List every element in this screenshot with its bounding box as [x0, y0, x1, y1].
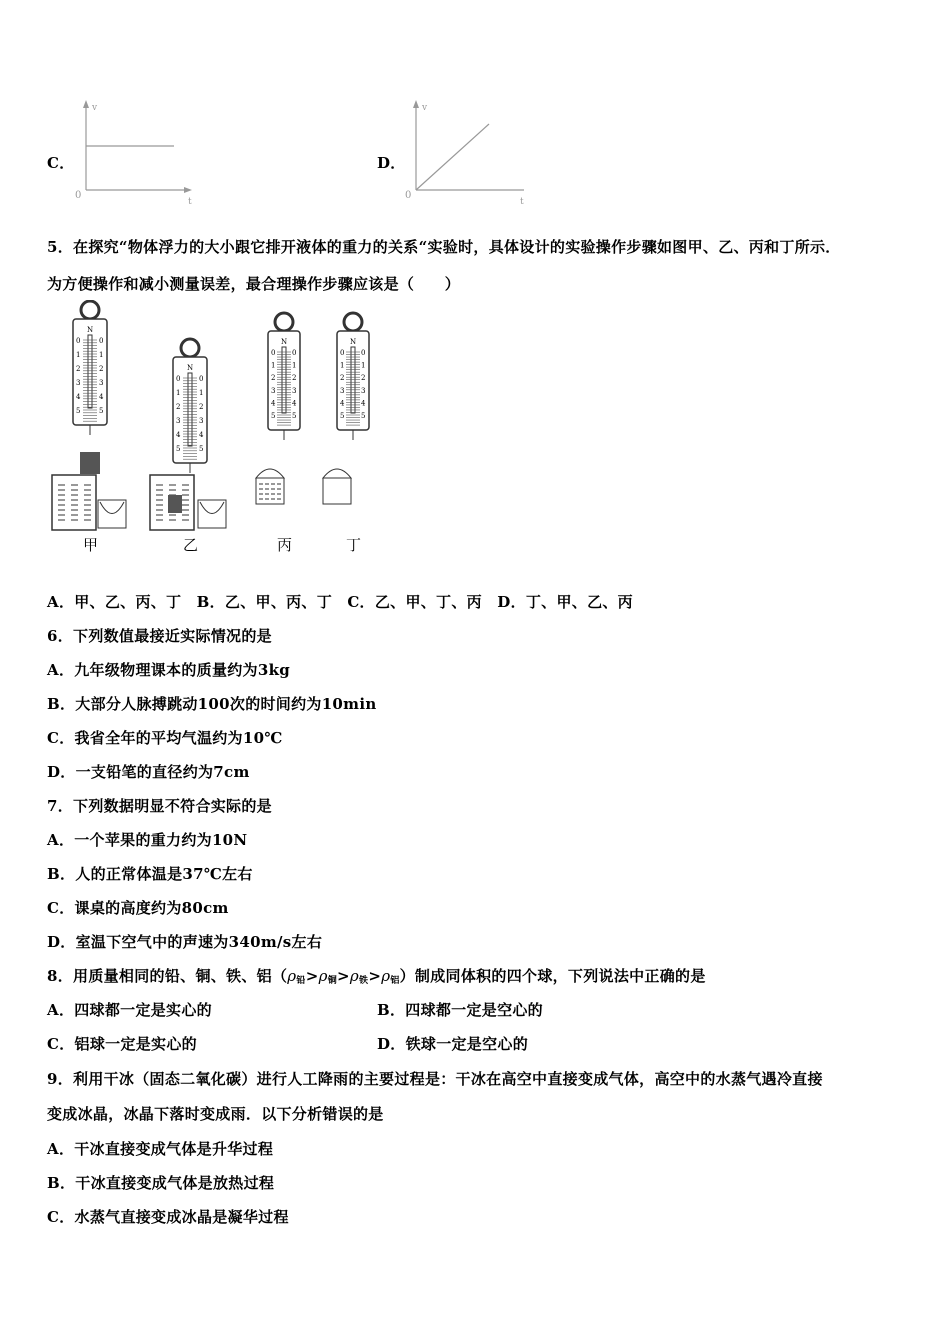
figure-label: 乙 — [183, 536, 199, 554]
q9-option-b: B．干冰直接变成气体是放热过程 — [47, 1174, 275, 1192]
svg-text:0: 0 — [340, 349, 345, 357]
svg-text:0: 0 — [199, 375, 204, 383]
svg-text:1: 1 — [292, 361, 297, 370]
svg-text:4: 4 — [361, 399, 366, 408]
gt: > — [368, 967, 382, 985]
axis-y-label: v — [92, 103, 98, 113]
svg-text:4: 4 — [199, 431, 204, 439]
unit-label: N — [281, 338, 288, 346]
figure-label: 甲 — [83, 536, 99, 554]
q7-option-c: C．课桌的高度约为80cm — [47, 899, 229, 917]
figure-label: 丁 — [346, 536, 362, 554]
q9-stem-line1: 9．利用干冰（固态二氧化碳）进行人工降雨的主要过程是：干冰在高空中直接变成气体，高空中的水蒸气遇冷直接 — [47, 1070, 823, 1088]
rho: ρ — [349, 967, 359, 985]
gt: > — [305, 967, 319, 985]
svg-text:2: 2 — [199, 403, 204, 411]
q7-stem: 7．下列数据明显不符合实际的是 — [47, 797, 272, 815]
svg-text:0: 0 — [99, 337, 104, 345]
spring-scale — [268, 313, 300, 554]
svg-text:3: 3 — [361, 386, 366, 395]
svg-text:0: 0 — [76, 337, 81, 345]
svg-text:3: 3 — [99, 379, 104, 387]
q9-option-a: A．干冰直接变成气体是升华过程 — [47, 1140, 274, 1158]
svg-text:5: 5 — [361, 412, 366, 420]
rho: ρ — [381, 967, 391, 985]
svg-text:4: 4 — [340, 399, 345, 408]
unit-label: N — [87, 326, 94, 334]
svg-text:5: 5 — [340, 412, 345, 420]
q8-option-a: A．四球都一定是实心的 — [47, 1001, 212, 1019]
q6-option-a: A．九年级物理课本的质量约为3kg — [47, 661, 291, 679]
svg-text:3: 3 — [76, 379, 81, 387]
svg-text:5: 5 — [271, 412, 276, 420]
q4-option-c-label: C． — [47, 154, 75, 172]
unit-label: N — [350, 338, 357, 346]
svg-text:1: 1 — [76, 351, 81, 359]
q6-option-d: D．一支铅笔的直径约为7cm — [47, 763, 250, 781]
q8-option-c: C．铝球一定是实心的 — [47, 1035, 197, 1053]
q7-option-d: D．室温下空气中的声速为340m/s左右 — [47, 933, 323, 951]
svg-text:3: 3 — [271, 386, 276, 395]
origin-label: 0 — [75, 190, 82, 201]
graph-c — [70, 98, 200, 208]
origin-label: 0 — [405, 190, 412, 201]
svg-text:2: 2 — [292, 374, 297, 383]
q8-stem-post: ）制成同体积的四个球，下列说法中正确的是 — [399, 967, 706, 985]
axis-x-label: t — [188, 197, 192, 207]
q8-stem — [47, 965, 706, 986]
spring-scale-figure — [40, 300, 370, 560]
svg-text:0: 0 — [292, 349, 297, 357]
unit-label: N — [187, 364, 194, 372]
graph-d — [400, 98, 530, 208]
svg-text:4: 4 — [176, 431, 181, 439]
svg-text:4: 4 — [76, 393, 81, 401]
svg-text:5: 5 — [176, 445, 181, 453]
q6-stem: 6．下列数值最接近实际情况的是 — [47, 627, 272, 645]
svg-text:3: 3 — [292, 386, 297, 395]
q5-stem-line1: 5．在探究“物体浮力的大小跟它排开液体的重力的关系“实验时，具体设计的实验操作步骤如图甲、乙、丙和丁所示． — [47, 238, 841, 256]
svg-text:2: 2 — [76, 365, 81, 373]
sub-aluminum: 铝 — [390, 976, 400, 986]
svg-text:4: 4 — [292, 399, 297, 408]
svg-text:2: 2 — [340, 374, 345, 383]
q7-option-b: B．人的正常体温是37℃左右 — [47, 865, 253, 883]
svg-text:3: 3 — [340, 386, 345, 395]
svg-text:1: 1 — [176, 389, 181, 397]
svg-text:1: 1 — [271, 361, 276, 370]
figure-label: 丙 — [277, 536, 293, 554]
svg-text:2: 2 — [361, 374, 366, 383]
rho: ρ — [318, 967, 328, 985]
svg-text:1: 1 — [340, 361, 345, 370]
svg-text:0: 0 — [271, 349, 276, 357]
q9-option-c: C．水蒸气直接变成冰晶是凝华过程 — [47, 1208, 289, 1226]
q4-option-d-label: D． — [377, 154, 406, 172]
q9-stem-line2: 变成冰晶，冰晶下落时变成雨．以下分析错误的是 — [47, 1105, 384, 1123]
q8-stem-pre: 8．用质量相同的铅、铜、铁、铝（ — [47, 967, 288, 985]
svg-text:5: 5 — [199, 445, 204, 453]
axis-x-label: t — [520, 197, 524, 207]
svg-text:3: 3 — [199, 417, 204, 425]
spring-scale — [337, 313, 369, 554]
rho: ρ — [287, 967, 297, 985]
sub-copper: 铜 — [327, 976, 337, 986]
q6-option-c: C．我省全年的平均气温约为10℃ — [47, 729, 283, 747]
svg-text:5: 5 — [76, 407, 81, 415]
q6-option-b: B．大部分人脉搏跳动100次的时间约为10min — [47, 695, 377, 713]
svg-text:4: 4 — [271, 399, 276, 408]
svg-text:5: 5 — [292, 412, 297, 420]
q5-stem-line2: 为方便操作和减小测量误差，最合理操作步骤应该是（ ） — [47, 275, 461, 293]
svg-text:2: 2 — [176, 403, 181, 411]
svg-text:1: 1 — [199, 389, 204, 397]
svg-text:3: 3 — [176, 417, 181, 425]
axis-y-label: v — [422, 103, 428, 113]
gt: > — [337, 967, 350, 985]
q8-option-d: D．铁球一定是空心的 — [377, 1035, 529, 1053]
svg-text:0: 0 — [176, 375, 181, 383]
svg-text:1: 1 — [361, 361, 366, 370]
svg-text:2: 2 — [99, 365, 104, 373]
q5-options: A．甲、乙、丙、丁 B．乙、甲、丙、丁 C．乙、甲、丁、丙 D．丁、甲、乙、丙 — [47, 593, 633, 611]
q7-option-a: A．一个苹果的重力约为10N — [47, 831, 248, 849]
svg-text:5: 5 — [99, 407, 104, 415]
svg-text:4: 4 — [99, 393, 104, 401]
sub-lead: 铅 — [296, 976, 306, 986]
svg-text:0: 0 — [361, 349, 366, 357]
svg-text:1: 1 — [99, 351, 104, 359]
sub-iron: 铁 — [359, 976, 369, 986]
svg-text:2: 2 — [271, 374, 276, 383]
q8-option-b: B．四球都一定是空心的 — [377, 1001, 543, 1019]
